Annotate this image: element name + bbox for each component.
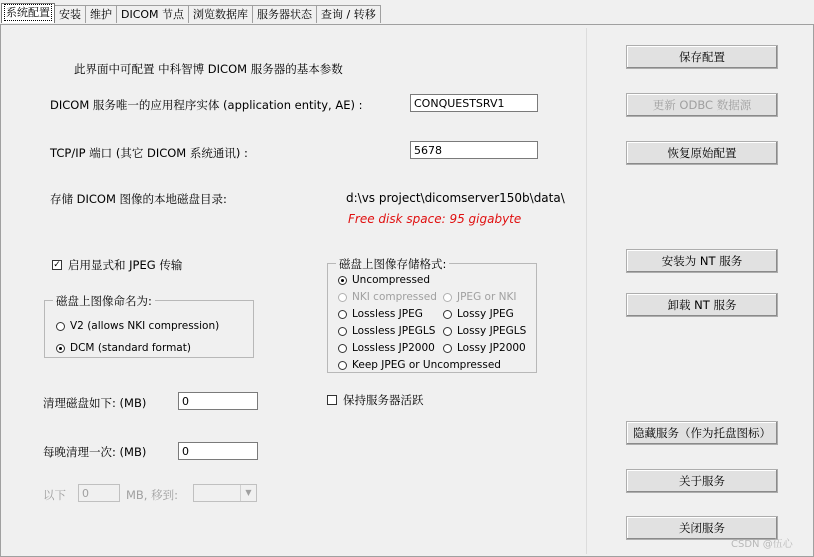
- format-uncompressed-radio[interactable]: [338, 274, 430, 286]
- tab-query-move[interactable]: 查询 / 转移: [316, 5, 381, 23]
- intro-text: 此界面中可配置 中科智博 DICOM 服务器的基本参数: [74, 62, 343, 76]
- format-label: JPEG or NKI: [457, 291, 517, 303]
- port-field[interactable]: 5678: [410, 141, 538, 159]
- radio-icon: [443, 310, 452, 319]
- keep-alive-checkbox[interactable]: [327, 392, 424, 408]
- tab-system-config[interactable]: 系统配置: [1, 3, 55, 23]
- below-label: 以下: [43, 488, 66, 502]
- update-odbc-button: 更新 ODBC 数据源: [626, 93, 778, 117]
- format-label: Lossy JPEGLS: [457, 325, 527, 337]
- radio-selected-icon: [56, 344, 65, 353]
- format-label: Lossless JPEGLS: [352, 325, 436, 337]
- format-label: Keep JPEG or Uncompressed: [352, 359, 501, 371]
- radio-icon: [338, 327, 347, 336]
- format-label: Lossy JP2000: [457, 342, 526, 354]
- format-lossy-jpeg-radio[interactable]: [443, 308, 514, 320]
- watermark: CSDN @伍心: [731, 539, 793, 550]
- radio-icon: [443, 293, 452, 302]
- vertical-divider: [586, 28, 587, 554]
- radio-icon: [443, 344, 452, 353]
- format-jpeg-or-nki-radio: [443, 291, 516, 303]
- radio-icon: [56, 322, 65, 331]
- port-label: TCP/IP 端口 (其它 DICOM 系统通讯) :: [50, 146, 248, 160]
- naming-v2-radio[interactable]: [56, 320, 219, 332]
- tab-dicom-nodes[interactable]: DICOM 节点: [116, 5, 189, 23]
- below-field: 0: [78, 484, 120, 502]
- naming-group-title: 磁盘上图像命名为:: [53, 293, 155, 309]
- naming-dcm-label: DCM (standard format): [70, 342, 191, 354]
- about-service-button[interactable]: 关于服务: [626, 469, 778, 493]
- radio-selected-icon: [338, 276, 347, 285]
- storage-label: 存储 DICOM 图像的本地磁盘目录:: [50, 192, 227, 206]
- naming-dcm-radio[interactable]: [56, 342, 191, 354]
- format-lossy-jp2000-radio[interactable]: [443, 342, 526, 354]
- save-config-button[interactable]: 保存配置: [626, 45, 778, 69]
- ae-label: DICOM 服务唯一的应用程序实体 (application entity, AE) :: [50, 98, 363, 112]
- free-disk-space: Free disk space: 95 gigabyte: [348, 212, 522, 226]
- checkbox-icon: [327, 395, 337, 405]
- format-label: Lossless JPEG: [352, 308, 423, 320]
- nightly-label: 每晚清理一次: (MB): [43, 445, 147, 459]
- cleanup-field[interactable]: 0: [178, 392, 258, 410]
- storage-path: d:\vs project\dicomserver150b\data\: [346, 191, 565, 205]
- checkbox-checked-icon: ✓: [53, 260, 61, 270]
- format-label: NKI compressed: [352, 291, 437, 303]
- radio-icon: [338, 361, 347, 370]
- install-nt-service-button[interactable]: 安装为 NT 服务: [626, 249, 778, 273]
- format-label: Lossless JP2000: [352, 342, 435, 354]
- radio-icon: [443, 327, 452, 336]
- format-keep-jpeg-radio[interactable]: [338, 359, 501, 371]
- chevron-down-icon: ▼: [240, 485, 256, 501]
- tab-install[interactable]: 安装: [54, 5, 86, 23]
- cleanup-label: 清理磁盘如下: (MB): [43, 396, 147, 410]
- format-lossless-jpeg-radio[interactable]: [338, 308, 423, 320]
- move-target-select: [193, 484, 257, 502]
- tab-maintenance[interactable]: 维护: [85, 5, 117, 23]
- close-service-button[interactable]: 关闭服务: [626, 516, 778, 540]
- restore-config-button[interactable]: 恢复原始配置: [626, 141, 778, 165]
- mb-move-label: MB, 移到:: [126, 488, 178, 502]
- format-lossless-jp2000-radio[interactable]: [338, 342, 435, 354]
- naming-v2-label: V2 (allows NKI compression): [70, 320, 220, 332]
- radio-icon: [338, 293, 347, 302]
- format-lossy-jpegls-radio[interactable]: [443, 325, 526, 337]
- format-group-title: 磁盘上图像存储格式:: [336, 256, 449, 272]
- ae-field[interactable]: CONQUESTSRV1: [410, 94, 538, 112]
- jpeg-transfer-label: 启用显式和 JPEG 传输: [68, 258, 183, 272]
- hide-service-button[interactable]: 隐藏服务（作为托盘图标）: [626, 421, 778, 445]
- format-nki-radio: [338, 291, 437, 303]
- radio-icon: [338, 310, 347, 319]
- uninstall-nt-service-button[interactable]: 卸载 NT 服务: [626, 293, 778, 317]
- format-lossless-jpegls-radio[interactable]: [338, 325, 435, 337]
- jpeg-transfer-checkbox[interactable]: [52, 257, 182, 273]
- format-label: Lossy JPEG: [457, 308, 514, 320]
- tab-browse-db[interactable]: 浏览数据库: [188, 5, 253, 23]
- radio-icon: [338, 344, 347, 353]
- tab-bar: [0, 5, 381, 25]
- tab-server-status[interactable]: 服务器状态: [252, 5, 317, 23]
- nightly-field[interactable]: 0: [178, 442, 258, 460]
- format-label: Uncompressed: [352, 274, 431, 286]
- keep-alive-label: 保持服务器活跃: [343, 393, 424, 407]
